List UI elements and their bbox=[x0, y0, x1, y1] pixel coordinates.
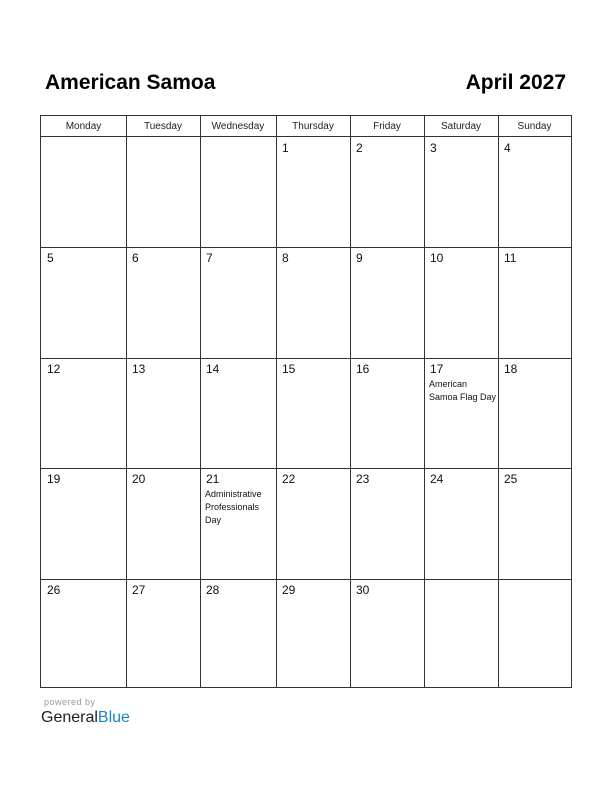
day-cell-23[interactable] bbox=[350, 468, 424, 578]
grid-column-divider bbox=[126, 116, 127, 687]
day-number: 11 bbox=[504, 251, 517, 265]
empty-day-cell bbox=[424, 579, 498, 689]
weekday-tuesday: Tuesday bbox=[144, 121, 182, 132]
day-number: 7 bbox=[206, 251, 213, 265]
day-number: 30 bbox=[356, 583, 370, 597]
day-cell-7[interactable] bbox=[200, 247, 276, 357]
day-number: 26 bbox=[47, 583, 61, 597]
empty-day-cell bbox=[200, 137, 276, 247]
day-number: 25 bbox=[504, 472, 518, 486]
day-number: 5 bbox=[47, 251, 54, 265]
weekday-sunday: Sunday bbox=[517, 121, 552, 132]
day-number: 12 bbox=[47, 362, 61, 376]
holiday-label: Administrative Professionals Day bbox=[205, 489, 262, 525]
day-cell-4[interactable] bbox=[498, 137, 571, 247]
brand-general: General bbox=[41, 709, 98, 726]
day-number: 3 bbox=[430, 141, 437, 155]
day-number: 15 bbox=[282, 362, 296, 376]
day-cell-8[interactable] bbox=[276, 247, 350, 357]
day-number: 24 bbox=[430, 472, 444, 486]
grid-column-divider bbox=[498, 116, 499, 687]
weekday-monday: Monday bbox=[65, 121, 102, 132]
weekday-thursday: Thursday bbox=[292, 121, 334, 132]
weekday-friday: Friday bbox=[373, 121, 401, 132]
day-number: 16 bbox=[356, 362, 370, 376]
day-number: 20 bbox=[132, 472, 146, 486]
day-cell-21[interactable] bbox=[200, 468, 276, 578]
day-number: 28 bbox=[206, 583, 220, 597]
day-cell-14[interactable] bbox=[200, 358, 276, 468]
month-title: April 2027 bbox=[465, 71, 566, 94]
day-number: 18 bbox=[504, 362, 518, 376]
grid-column-divider bbox=[350, 116, 351, 687]
grid-column-divider bbox=[276, 116, 277, 687]
day-cell-30[interactable] bbox=[350, 579, 424, 689]
weekday-wednesday: Wednesday bbox=[211, 121, 265, 132]
day-cell-2[interactable] bbox=[350, 137, 424, 247]
day-cell-15[interactable] bbox=[276, 358, 350, 468]
day-cell-22[interactable] bbox=[276, 468, 350, 578]
weekday-header-row bbox=[41, 116, 571, 137]
region-title: American Samoa bbox=[45, 71, 216, 94]
day-cell-29[interactable] bbox=[276, 579, 350, 689]
day-cell-20[interactable] bbox=[126, 468, 200, 578]
day-cell-5[interactable] bbox=[41, 247, 126, 357]
day-number: 2 bbox=[356, 141, 363, 155]
day-number: 8 bbox=[282, 251, 289, 265]
empty-day-cell bbox=[498, 579, 571, 689]
day-cell-18[interactable] bbox=[498, 358, 571, 468]
day-number: 21 bbox=[206, 472, 220, 486]
grid-column-divider bbox=[424, 116, 425, 687]
empty-day-cell bbox=[126, 137, 200, 247]
day-number: 17 bbox=[430, 362, 444, 376]
day-number: 27 bbox=[132, 583, 146, 597]
generalblue-logo[interactable] bbox=[41, 709, 130, 727]
day-cell-28[interactable] bbox=[200, 579, 276, 689]
day-cell-25[interactable] bbox=[498, 468, 571, 578]
day-number: 4 bbox=[504, 141, 511, 155]
holiday-label: American Samoa Flag Day bbox=[429, 379, 497, 402]
day-cell-9[interactable] bbox=[350, 247, 424, 357]
day-number: 6 bbox=[132, 251, 139, 265]
brand-blue: Blue bbox=[97, 709, 130, 726]
empty-day-cell bbox=[41, 137, 126, 247]
day-cell-19[interactable] bbox=[41, 468, 126, 578]
day-cell-11[interactable] bbox=[498, 247, 571, 357]
day-cell-13[interactable] bbox=[126, 358, 200, 468]
day-number: 10 bbox=[430, 251, 444, 265]
day-cell-24[interactable] bbox=[424, 468, 498, 578]
day-number: 22 bbox=[282, 472, 296, 486]
day-number: 9 bbox=[356, 251, 363, 265]
day-cell-10[interactable] bbox=[424, 247, 498, 357]
calendar-grid bbox=[40, 115, 572, 688]
day-cell-3[interactable] bbox=[424, 137, 498, 247]
day-number: 29 bbox=[282, 583, 296, 597]
day-number: 13 bbox=[132, 362, 146, 376]
day-cell-26[interactable] bbox=[41, 579, 126, 689]
day-cell-1[interactable] bbox=[276, 137, 350, 247]
day-cell-16[interactable] bbox=[350, 358, 424, 468]
day-number: 14 bbox=[206, 362, 220, 376]
day-cell-17[interactable] bbox=[424, 358, 498, 468]
grid-column-divider bbox=[200, 116, 201, 687]
day-cell-12[interactable] bbox=[41, 358, 126, 468]
day-number: 1 bbox=[282, 141, 289, 155]
day-cell-6[interactable] bbox=[126, 247, 200, 357]
day-number: 23 bbox=[356, 472, 370, 486]
powered-by-text: powered by bbox=[44, 697, 96, 707]
day-cell-27[interactable] bbox=[126, 579, 200, 689]
weekday-saturday: Saturday bbox=[440, 121, 482, 132]
day-number: 19 bbox=[47, 472, 61, 486]
